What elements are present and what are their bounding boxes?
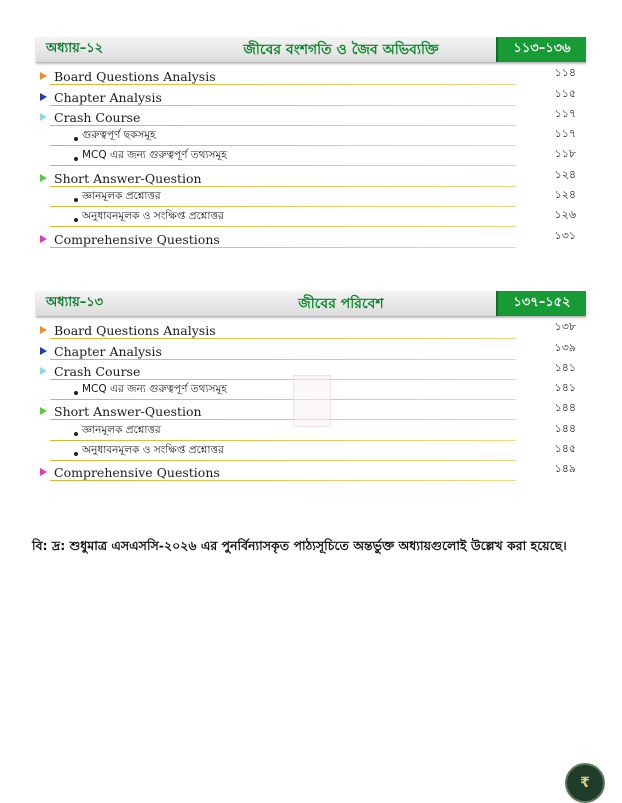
toc-entry-page: ১২৪	[554, 167, 576, 181]
toc-entry-page: ১১৭	[554, 106, 576, 120]
footnote: বি: দ্র: শুধুমাত্র এসএসসি-২০২৬ এর পুনর্বিন্যাসকৃত পাঠ্যসূচিতে অন্তর্ভুক্ত অধ্যায়গুলোই উল্লেখ করা হয়েছে।	[32, 538, 567, 553]
triangle-bullet-icon	[40, 367, 47, 375]
toc-entry[interactable]	[36, 85, 586, 105]
toc-entry-page: ১৪৫	[554, 442, 576, 456]
chapter-header	[36, 37, 586, 63]
toc-entry-page: ১৪৪	[554, 401, 576, 415]
toc-entry-label: Comprehensive Questions	[54, 465, 220, 481]
toc-entry[interactable]	[36, 166, 586, 186]
toc-entry-page: ১৪৪	[554, 421, 576, 435]
toc-entry-page: ১১৭	[554, 127, 576, 141]
toc-entry-label: Crash Course	[54, 109, 141, 125]
toc-entry-page: ১৩১	[554, 228, 576, 242]
chapter-title: জীবের পরিবেশ	[298, 295, 384, 312]
triangle-bullet-icon	[40, 174, 47, 182]
toc-subentry[interactable]	[36, 126, 586, 146]
toc-entry-page: ১১৫	[554, 86, 576, 100]
chapter-12-section	[36, 37, 586, 248]
toc-entry-page: ১৪৯	[554, 462, 576, 476]
publisher-logo: ₹	[565, 763, 605, 803]
toc-entry-label: জ্ঞানমূলক প্রশ্নোত্তর	[82, 423, 161, 436]
toc-entry-page: ১১৮	[554, 147, 576, 161]
triangle-bullet-icon	[40, 72, 47, 80]
toc-entry[interactable]	[36, 319, 586, 339]
toc-entry-label: Board Questions Analysis	[54, 323, 216, 339]
toc-entry-label: MCQ এর জন্য গুরুত্বপূর্ণ তথ্যসমূহ	[82, 149, 227, 162]
toc-entry-page: ১৪১	[554, 381, 576, 395]
chapter-page-range: ১১৩–১৩৬	[496, 37, 586, 62]
chapter-title: জীবের বংশগতি ও জৈব অভিব্যক্তি	[243, 41, 439, 58]
chapter-header	[36, 291, 586, 317]
toc-entry-page: ১৩৯	[554, 340, 576, 354]
toc-entry-label: Short Answer-Question	[54, 404, 202, 420]
toc-entry-label: জ্ঞানমূলক প্রশ্নোত্তর	[82, 190, 161, 203]
toc-subentry[interactable]	[36, 146, 586, 166]
triangle-bullet-icon	[40, 347, 47, 355]
toc-entry-page: ১২৪	[554, 188, 576, 202]
chapter-page-range: ১৩৭–১৫২	[496, 291, 586, 316]
toc-entry-label: অনুধাবনমূলক ও সংক্ষিপ্ত প্রশ্নোত্তর	[82, 444, 224, 457]
toc-entry-label: Short Answer-Question	[54, 170, 202, 186]
toc-entry-page: ১২৬	[554, 208, 576, 222]
toc-entry-page: ১৩৮	[554, 320, 576, 334]
toc-entry[interactable]	[36, 227, 586, 247]
toc-entry[interactable]	[36, 106, 586, 126]
triangle-bullet-icon	[40, 93, 47, 101]
chapter-number: অধ্যায়–১২	[46, 41, 104, 56]
chapter-number: অধ্যায়–১৩	[46, 295, 104, 310]
triangle-bullet-icon	[40, 235, 47, 243]
toc-entry[interactable]	[36, 339, 586, 359]
triangle-bullet-icon	[40, 468, 47, 476]
toc-entry-label: MCQ এর জন্য গুরুত্বপূর্ণ তথ্যসমূহ	[82, 383, 227, 396]
toc-entry-label: Chapter Analysis	[54, 89, 162, 105]
toc-entry-label: Board Questions Analysis	[54, 69, 216, 85]
toc-entry-label: Chapter Analysis	[54, 343, 162, 359]
toc-entry-label: অনুধাবনমূলক ও সংক্ষিপ্ত প্রশ্নোত্তর	[82, 210, 224, 223]
toc-entry-page: ১১৪	[554, 66, 576, 80]
toc-entry-label: Crash Course	[54, 363, 141, 379]
toc-subentry[interactable]	[36, 187, 586, 207]
triangle-bullet-icon	[40, 407, 47, 415]
toc-entry-label: গুরুত্বপূর্ণ ছকসমূহ	[82, 129, 156, 142]
triangle-bullet-icon	[40, 113, 47, 121]
toc-entry-page: ১৪১	[554, 360, 576, 374]
toc-subentry[interactable]	[36, 207, 586, 227]
toc-subentry[interactable]	[36, 441, 586, 461]
toc-entry[interactable]	[36, 65, 586, 85]
toc-list	[36, 63, 586, 248]
dot-bullet-icon	[74, 432, 78, 436]
watermark-logo	[293, 375, 331, 427]
toc-entry[interactable]	[36, 461, 586, 481]
toc-entry-label: Comprehensive Questions	[54, 231, 220, 247]
triangle-bullet-icon	[40, 326, 47, 334]
